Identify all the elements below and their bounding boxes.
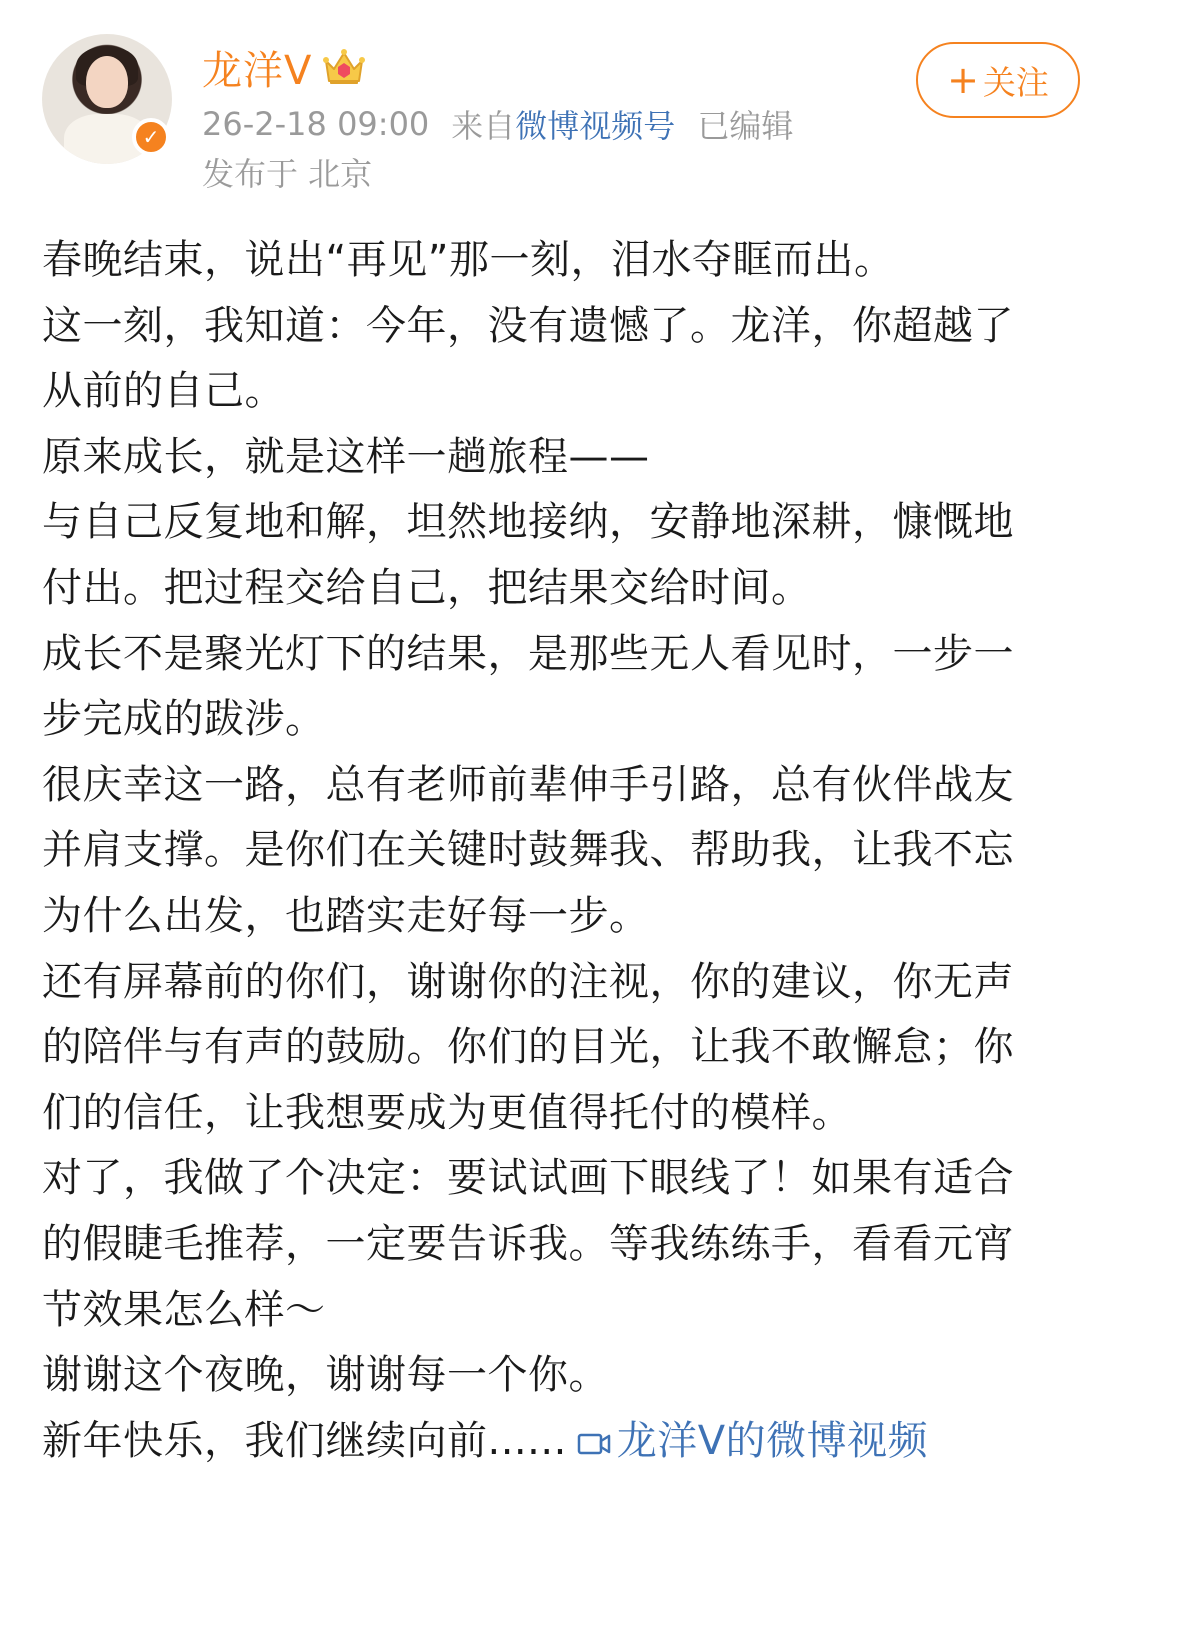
post-location: 发布于 北京 <box>202 155 373 193</box>
vip-crown-icon[interactable] <box>322 47 366 87</box>
post-paragraph: 很庆幸这一路，总有老师前辈伸手引路，总有伙伴战友并肩支撑。是你们在关键时鼓舞我、帮助我，让我不忘为什么出发，也踏实走好每一步。 <box>42 761 1014 939</box>
post-paragraph: 还有屏幕前的你们，谢谢你的注视，你的建议，你无声的陪伴与有声的鼓励。你们的目光，让我不敢懈怠；你们的信任，让我想要成为更值得托付的模样。 <box>42 958 1014 1136</box>
video-camera-icon <box>577 1432 611 1456</box>
post-timestamp: 26-2-18 09:00 <box>202 105 430 143</box>
follow-button-label: 关注 <box>982 62 1049 102</box>
video-link[interactable] <box>567 1418 928 1464</box>
follow-button[interactable] <box>916 42 1080 118</box>
post-header <box>0 0 1179 215</box>
post-last-line <box>42 1409 1042 1475</box>
post-body <box>42 228 1042 1474</box>
username-row <box>202 40 366 94</box>
post-paragraph: 原来成长，就是这样一趟旅程—— <box>42 433 650 480</box>
plus-icon: + <box>947 58 979 102</box>
source-prefix: 来自 <box>451 107 516 145</box>
verified-icon: ✓ <box>132 118 170 156</box>
post-closing-text: 新年快乐，我们继续向前...... <box>42 1417 567 1464</box>
username[interactable]: 龙洋V <box>202 47 313 94</box>
post-paragraph: 成长不是聚光灯下的结果，是那些无人看见时，一步一步完成的跋涉。 <box>42 630 1014 743</box>
post-paragraph: 春晚结束，说出“再见”那一刻，泪水夺眶而出。 <box>42 237 895 283</box>
source-link[interactable]: 微博视频号 <box>515 107 676 145</box>
avatar-face <box>86 56 128 108</box>
post-paragraph: 这一刻，我知道：今年，没有遗憾了。龙洋，你超越了从前的自己。 <box>42 302 1014 415</box>
video-link-label: 龙洋V的微博视频 <box>616 1417 929 1464</box>
post-meta <box>202 102 793 146</box>
post-paragraph: 与自己反复地和解，坦然地接纳，安静地深耕，慷慨地付出。把过程交给自己，把结果交给时间。 <box>42 499 1014 611</box>
post-paragraph: 谢谢这个夜晚，谢谢每一个你。 <box>42 1352 609 1399</box>
edited-label[interactable]: 已编辑 <box>697 107 794 145</box>
post-paragraph: 对了，我做了个决定：要试试画下眼线了！如果有适合的假睫毛推荐，一定要告诉我。等我练练手，看看元宵节效果怎么样～ <box>42 1155 1014 1333</box>
